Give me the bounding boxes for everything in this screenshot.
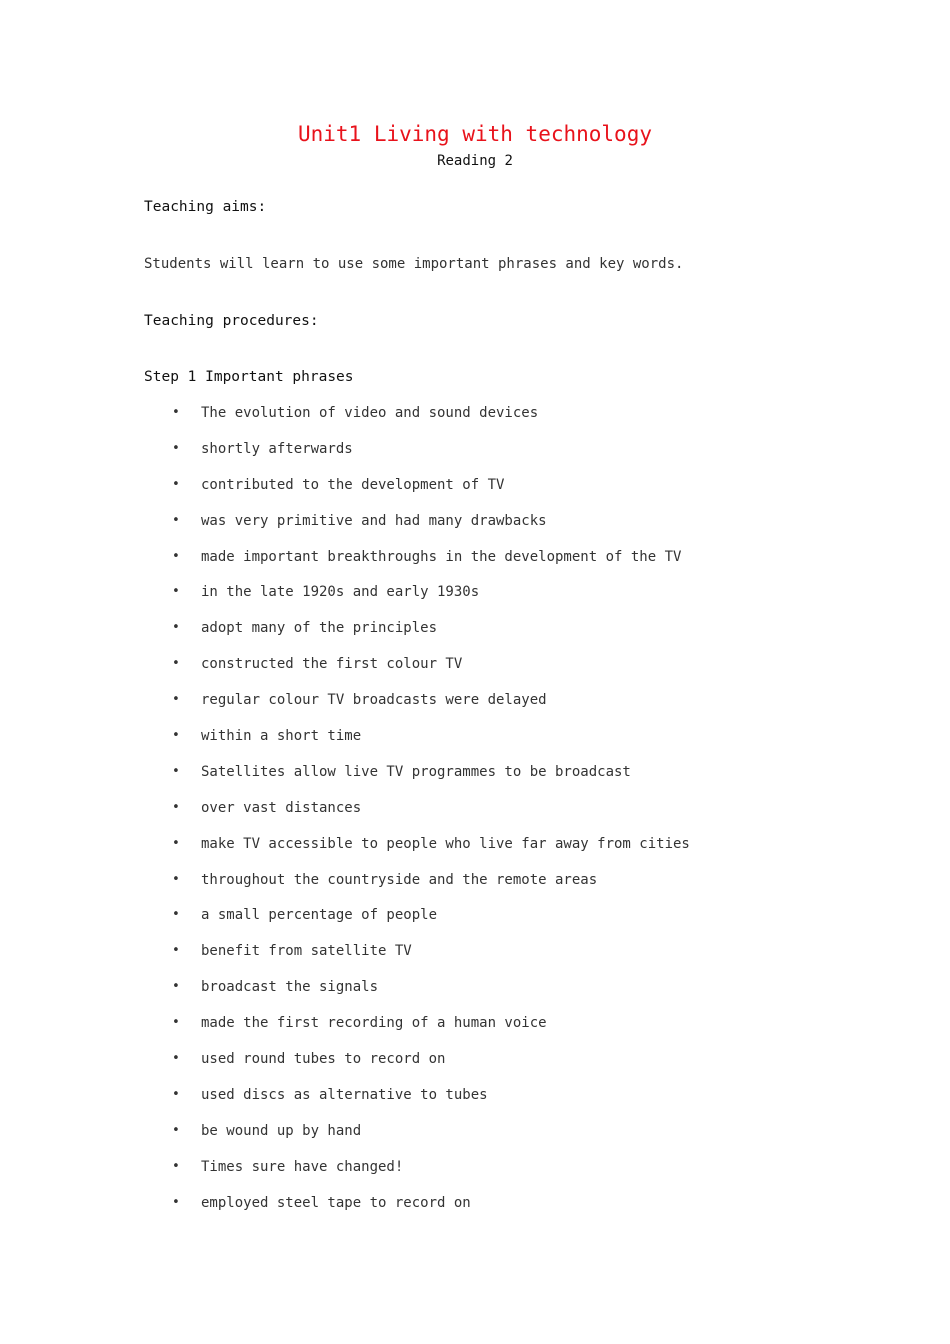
bullet-icon: • xyxy=(172,728,180,744)
bullet-icon: • xyxy=(172,1194,180,1210)
list-item xyxy=(170,1085,690,1121)
bullet-icon: • xyxy=(172,979,180,995)
list-item xyxy=(170,1193,690,1229)
bullet-icon: • xyxy=(172,692,180,708)
phrase-text: over vast distances xyxy=(201,799,362,816)
bullet-icon: • xyxy=(172,656,180,672)
phrase-list xyxy=(170,403,690,1228)
teaching-aims-text: Students will learn to use some important phrases and key words. xyxy=(144,256,684,272)
document-subtitle: Reading 2 xyxy=(437,153,513,169)
phrase-text: used round tubes to record on xyxy=(201,1051,446,1068)
phrase-text: regular colour TV broadcasts were delayed xyxy=(201,692,547,709)
bullet-icon: • xyxy=(172,440,180,456)
phrase-text: adopt many of the principles xyxy=(201,620,438,637)
list-item xyxy=(170,403,690,439)
phrase-text: contributed to the development of TV xyxy=(201,476,505,493)
teaching-procedures-heading: Teaching procedures: xyxy=(144,313,319,329)
phrase-text: throughout the countryside and the remote areas xyxy=(201,871,598,888)
list-item xyxy=(170,977,690,1013)
bullet-icon: • xyxy=(172,1051,180,1067)
list-item xyxy=(170,475,690,511)
bullet-icon: • xyxy=(172,512,180,528)
phrase-text: The evolution of video and sound devices xyxy=(201,405,539,421)
bullet-icon: • xyxy=(172,763,180,779)
list-item xyxy=(170,1157,690,1193)
phrase-text: was very primitive and had many drawbacks xyxy=(201,512,547,529)
list-item xyxy=(170,654,690,690)
bullet-icon: • xyxy=(172,1122,180,1138)
list-item xyxy=(170,905,690,941)
bullet-icon: • xyxy=(172,907,180,923)
phrase-text: make TV accessible to people who live far away from cities xyxy=(201,835,690,852)
bullet-icon: • xyxy=(172,1015,180,1031)
bullet-icon: • xyxy=(172,799,180,815)
bullet-icon: • xyxy=(172,1158,180,1174)
phrase-text: in the late 1920s and early 1930s xyxy=(201,584,480,601)
phrase-text: within a short time xyxy=(201,728,362,745)
list-item xyxy=(170,582,690,618)
phrase-text: employed steel tape to record on xyxy=(201,1194,471,1211)
list-item xyxy=(170,547,690,583)
list-item xyxy=(170,941,690,977)
phrase-text: made the first recording of a human voice xyxy=(201,1015,547,1032)
list-item xyxy=(170,690,690,726)
bullet-icon: • xyxy=(172,835,180,851)
list-item xyxy=(170,762,690,798)
list-item xyxy=(170,870,690,906)
list-item xyxy=(170,618,690,654)
phrase-text: broadcast the signals xyxy=(201,979,379,996)
bullet-icon: • xyxy=(172,405,180,420)
list-item xyxy=(170,726,690,762)
phrase-text: used discs as alternative to tubes xyxy=(201,1086,488,1103)
bullet-icon: • xyxy=(172,871,180,887)
list-item xyxy=(170,834,690,870)
list-item xyxy=(170,798,690,834)
phrase-text: a small percentage of people xyxy=(201,907,438,924)
phrase-text: constructed the first colour TV xyxy=(201,656,463,673)
phrase-text: Satellites allow live TV programmes to be broadcast xyxy=(201,763,631,780)
bullet-icon: • xyxy=(172,1086,180,1102)
phrase-text: Times sure have changed! xyxy=(201,1158,404,1175)
list-item xyxy=(170,439,690,475)
list-item xyxy=(170,1121,690,1157)
bullet-icon: • xyxy=(172,476,180,492)
step1-heading: Step 1 Important phrases xyxy=(144,369,354,385)
bullet-icon: • xyxy=(172,548,180,564)
phrase-text: made important breakthroughs in the development of the TV xyxy=(201,548,682,565)
teaching-aims-heading: Teaching aims: xyxy=(144,199,267,215)
document-title: Unit1 Living with technology xyxy=(297,122,652,146)
phrase-text: shortly afterwards xyxy=(201,440,353,457)
list-item xyxy=(170,511,690,547)
phrase-text: be wound up by hand xyxy=(201,1122,362,1139)
bullet-icon: • xyxy=(172,620,180,636)
bullet-icon: • xyxy=(172,943,180,959)
phrase-text: benefit from satellite TV xyxy=(201,943,412,960)
bullet-icon: • xyxy=(172,584,180,600)
list-item xyxy=(170,1013,690,1049)
list-item xyxy=(170,1049,690,1085)
